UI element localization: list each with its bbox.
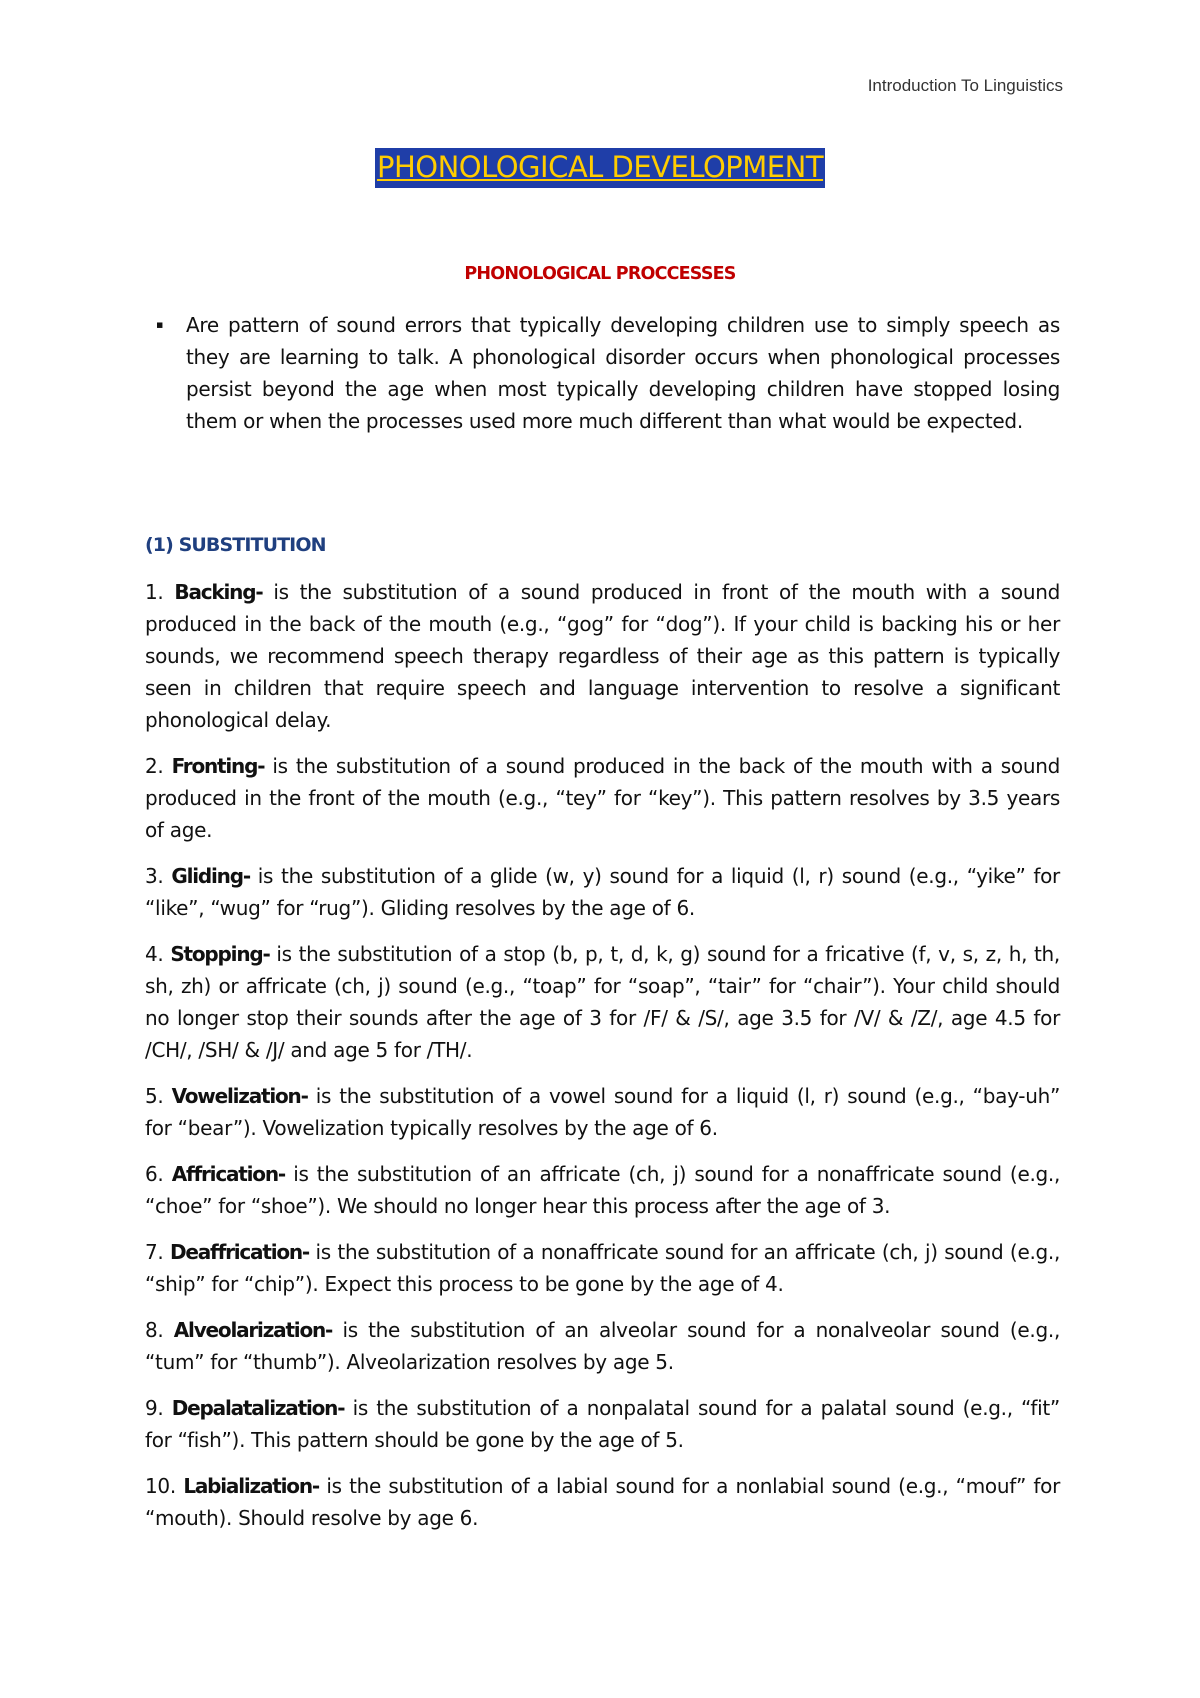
process-term: Depalatalization- xyxy=(171,1396,345,1420)
process-term: Labialization- xyxy=(183,1474,319,1498)
document-subtitle: PHONOLOGICAL PROCCESSES xyxy=(464,264,736,284)
process-item xyxy=(145,576,1060,736)
process-item xyxy=(145,1158,1060,1222)
process-description: is the substitution of a labial sound for a nonlabial sound (e.g., “mouf” for “mouth). Should resolve by age 6. xyxy=(145,1474,1060,1530)
process-number: 8. xyxy=(145,1318,164,1342)
process-term: Gliding- xyxy=(171,864,250,888)
process-number: 2. xyxy=(145,754,164,778)
process-description: is the substitution of an affricate (ch, j) sound for a nonaffricate sound (e.g., “choe” for “shoe”). We should no longer hear this process after the age of 3. xyxy=(145,1162,1061,1218)
process-description: is the substitution of an alveolar sound for a nonalveolar sound (e.g., “tum” for “thumb”). Alveolarization resolves by age 5. xyxy=(145,1318,1060,1374)
process-description: is the substitution of a nonpalatal sound for a palatal sound (e.g., “fit” for “fish”). This pattern should be gone by the age of 5. xyxy=(145,1396,1060,1452)
intro-text: Are pattern of sound errors that typically developing children use to simply speech as they are learning to talk. A phonological disorder occurs when phonological processes persist beyond the age when most typically developing children have stopped losing them or when the processes used more much different than what would be expected. xyxy=(186,313,1060,433)
process-term: Stopping- xyxy=(170,942,270,966)
process-item xyxy=(145,750,1060,846)
process-term: Backing- xyxy=(174,580,263,604)
process-term: Vowelization- xyxy=(171,1084,308,1108)
process-term: Affrication- xyxy=(171,1162,285,1186)
process-number: 5. xyxy=(145,1084,164,1108)
process-item xyxy=(145,1392,1060,1456)
section-heading: (1) SUBSTITUTION xyxy=(145,534,326,556)
intro-list-item xyxy=(156,309,1060,437)
process-description: is the substitution of a sound produced in the back of the mouth with a sound produced in the front of the mouth (e.g., “tey” for “key”). This pattern resolves by 3.5 years of age. xyxy=(145,754,1060,842)
page-header-course: Introduction To Linguistics xyxy=(867,76,1063,95)
process-item xyxy=(145,860,1060,924)
substitution-items xyxy=(145,576,1060,1534)
process-description: is the substitution of a vowel sound for a liquid (l, r) sound (e.g., “bay-uh” for “bear”). Vowelization typically resolves by the age of 6. xyxy=(145,1084,1061,1140)
process-description: is the substitution of a stop (b, p, t, d, k, g) sound for a fricative (f, v, s, z, h, th, sh, zh) or affricate (ch, j) sound (e.g., “toap” for “soap”, “tair” for “chair”). Your child should no longer stop their sounds after the age of 3 for /F/ & /S/, age 3.5 for /V/ & /Z/, age 4.5 for /CH/, /SH/ & /J/ and age 5 for /TH/. xyxy=(145,942,1060,1062)
process-number: 10. xyxy=(145,1474,176,1498)
document-title: PHONOLOGICAL DEVELOPMENT xyxy=(375,148,825,188)
process-item xyxy=(145,1470,1060,1534)
process-number: 1. xyxy=(145,580,164,604)
process-number: 7. xyxy=(145,1240,164,1264)
process-description: is the substitution of a nonaffricate sound for an affricate (ch, j) sound (e.g., “ship” for “chip”). Expect this process to be gone by the age of 4. xyxy=(145,1240,1061,1296)
title-container xyxy=(0,148,1200,188)
process-item xyxy=(145,1236,1060,1300)
process-number: 4. xyxy=(145,942,164,966)
substitution-section xyxy=(145,530,1060,1548)
process-number: 3. xyxy=(145,864,164,888)
process-number: 9. xyxy=(145,1396,164,1420)
process-term: Alveolarization- xyxy=(173,1318,333,1342)
square-bullet-icon: ▪ xyxy=(156,318,164,331)
process-description: is the substitution of a glide (w, y) sound for a liquid (l, r) sound (e.g., “yike” for “like”, “wug” for “rug”). Gliding resolves by the age of 6. xyxy=(145,864,1060,920)
process-term: Deaffrication- xyxy=(170,1240,310,1264)
process-item xyxy=(145,938,1060,1066)
process-item xyxy=(145,1314,1060,1378)
intro-list xyxy=(156,309,1060,437)
process-description: is the substitution of a sound produced in front of the mouth with a sound produced in the back of the mouth (e.g., “gog” for “dog”). If your child is backing his or her sounds, we recommend speech therapy regardless of their age as this pattern is typically seen in children that require speech and language intervention to resolve a significant phonological delay. xyxy=(145,580,1060,732)
process-term: Fronting- xyxy=(171,754,265,778)
process-number: 6. xyxy=(145,1162,164,1186)
process-item xyxy=(145,1080,1060,1144)
